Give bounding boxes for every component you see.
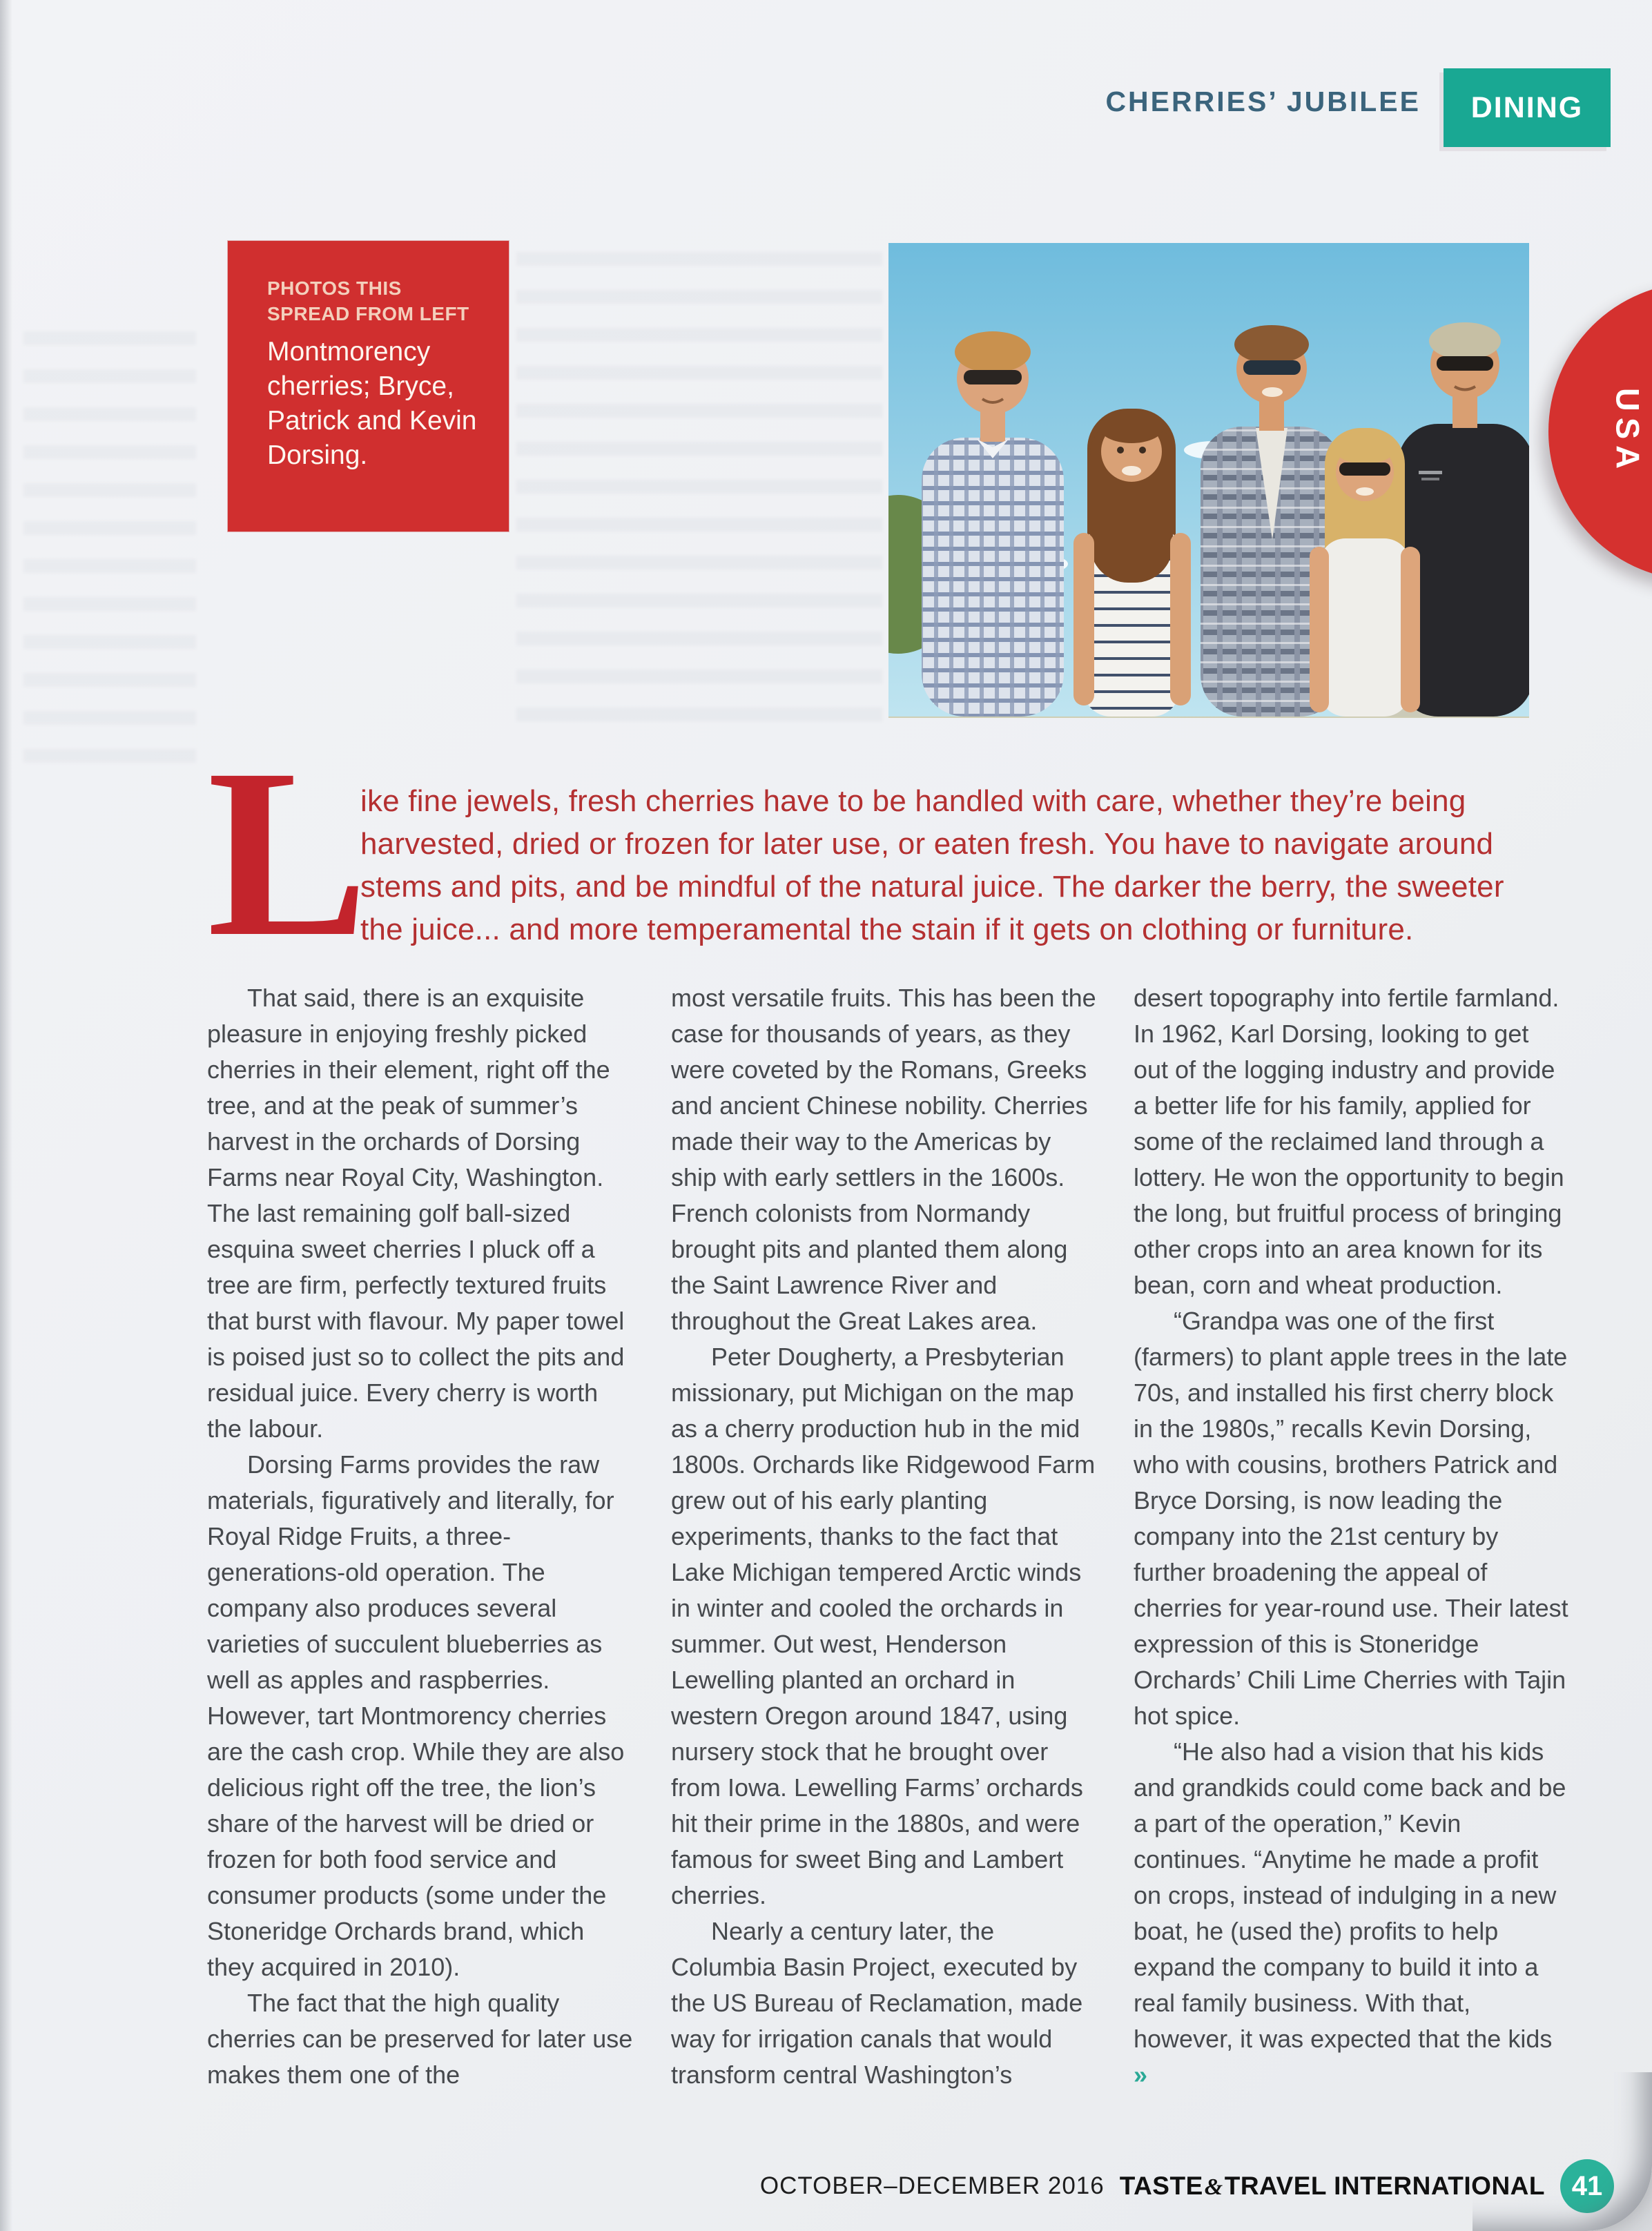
body-paragraph: Peter Dougherty, a Presbyterian missionary, put Michigan on the map as a cherry production hub in the mid 1800s. Orchards like Ridgewood Farm grew out of his early planting experiments, thanks to the fact that Lake Michigan tempered Arctic winds in winter and cooled the orchards in summer. Out west, Henderson Lewelling planted an orchard in western Oregon around 1847, using nursery stock that he brought over from Iowa. Lewelling Farms’ orchards hit their prime in the 1880s, and were famous for sweet Bing and Lambert cherries.	[671, 1343, 1096, 1909]
region-tab-label: USA	[1609, 387, 1646, 476]
arm	[1170, 533, 1191, 705]
bleed-through-text	[23, 331, 196, 780]
intro-paragraph: ike fine jewels, fresh cherries have to be handled with care, whether they’re being harvested, dried or frozen for later use, or eaten fresh. You have to navigate around stems and pits, and be mindful of the natural juice. The darker the berry, the sweeter the juice... and more temperamental the stain if it gets on clothing or furniture.	[360, 784, 1504, 946]
bleed-through-text	[516, 252, 882, 721]
polo-logo	[1419, 471, 1442, 474]
body-paragraph: most versatile fruits. This has been the case for thousands of years, as they were coveted by the Romans, Greeks and ancient Chinese nobility. Cherries made their way to the Americas by ship with early settlers in the 1600s. French colonists from Normandy brought pits and planted them along the Saint Lawrence River and throughout the Great Lakes area.	[671, 984, 1096, 1335]
hair	[955, 331, 1031, 373]
body-paragraph: “He also had a vision that his kids and grandkids could come back and be a part of the operation,” Kevin continues. “Anytime he made a profit on crops, instead of indulging in a new boat, he (used the) profits to help expand the company to build it into a real family business. With that, however, it was expected that the kids »	[1134, 1737, 1566, 2089]
family-photo	[888, 243, 1529, 717]
article-kicker: CHERRIES’ JUBILEE	[1105, 86, 1421, 117]
sunglasses	[964, 370, 1022, 384]
arm	[1073, 533, 1094, 705]
page-number-badge	[1560, 2159, 1614, 2213]
family-photo-illustration	[888, 243, 1529, 717]
region-tab-usa	[1548, 282, 1652, 581]
arm	[1401, 547, 1420, 712]
page-number: 41	[1571, 2170, 1603, 2201]
article-column-3	[1134, 980, 1568, 2093]
sunglasses	[1437, 356, 1493, 371]
person-woman-left	[1073, 409, 1191, 717]
body-paragraph: Nearly a century later, the Columbia Basin Project, executed by the US Bureau of Reclamation, made way for irrigation canals that would transform central Washington’s	[671, 1917, 1083, 2089]
section-tab-dining	[1444, 68, 1611, 147]
article-column-2	[671, 980, 1099, 2093]
page-footer	[0, 2158, 1614, 2214]
hair	[1429, 322, 1501, 360]
body-paragraph: desert topography into fertile farmland. In 1962, Karl Dorsing, looking to get out of the logging industry and provide a better life for his family, applied for some of the reclaimed land through a lottery. He won the opportunity to begin the long, but fruitful process of bringing other crops into an area known for its bean, corn and wheat production.	[1134, 984, 1564, 1299]
ampersand: &	[1204, 2174, 1223, 2200]
body-paragraph: That said, there is an exquisite pleasure in enjoying freshly picked cherries in their element, right off the tree, and at the peak of summer’s harvest in the orchards of Dorsing Farms near Royal City, Washington. The last remaining golf ball-sized esquina sweet cherries I pluck off a tree are firm, perfectly textured fruits that burst with flavour. My paper towel is poised just so to collect the pits and residual juice. Every cherry is worth the labour.	[207, 984, 625, 1443]
caption-label: PHOTOS THIS SPREAD FROM LEFT	[267, 277, 469, 324]
page-edge-shading	[0, 0, 12, 2231]
hair	[1234, 325, 1309, 364]
issue-date: OCTOBER–DECEMBER 2016	[759, 2172, 1105, 2199]
continuation-arrow-icon: »	[1134, 2060, 1148, 2089]
sunglasses	[1243, 360, 1301, 375]
person-woman-right	[1310, 428, 1420, 717]
article-column-1	[207, 980, 635, 2093]
magazine-title: TASTE&TRAVEL INTERNATIONAL	[1119, 2172, 1545, 2200]
arm	[1310, 547, 1329, 712]
sunglasses	[1339, 462, 1390, 476]
body-paragraph: Dorsing Farms provides the raw materials, figuratively and literally, for Royal Ridge Fruits, a three-generations-old operation. The company also produces several varieties of succulent blueberries as well as apples and raspberries. However, tart Montmorency cherries are the cash crop. While they are also delicious right off the tree, the lion’s share of the harvest will be dried or frozen for both food service and consumer products (some under the Stoneridge Orchards brand, which they acquired in 2010).	[207, 1450, 625, 1981]
body-paragraph: “Grandpa was one of the first (farmers) to plant apple trees in the late 70s, and installed his first cherry block in the 1980s,” recalls Kevin Dorsing, who with cousins, brothers Patrick and Bryce Dorsing, is now leading the company into the 21st century by further broadening the appeal of cherries for year-round use. Their latest expression of this is Stoneridge Orchards’ Chili Lime Cherries with Tajin hot spice.	[1134, 1307, 1568, 1730]
caption-text: Montmorency cherries; Bryce, Patrick and Kevin Dorsing.	[267, 337, 477, 470]
drop-cap: L	[207, 719, 369, 986]
section-tab-label: DINING	[1470, 90, 1584, 124]
body-paragraph: The fact that the high quality cherries can be preserved for later use makes them one of the	[207, 1989, 633, 2089]
photo-caption-box	[228, 241, 509, 532]
